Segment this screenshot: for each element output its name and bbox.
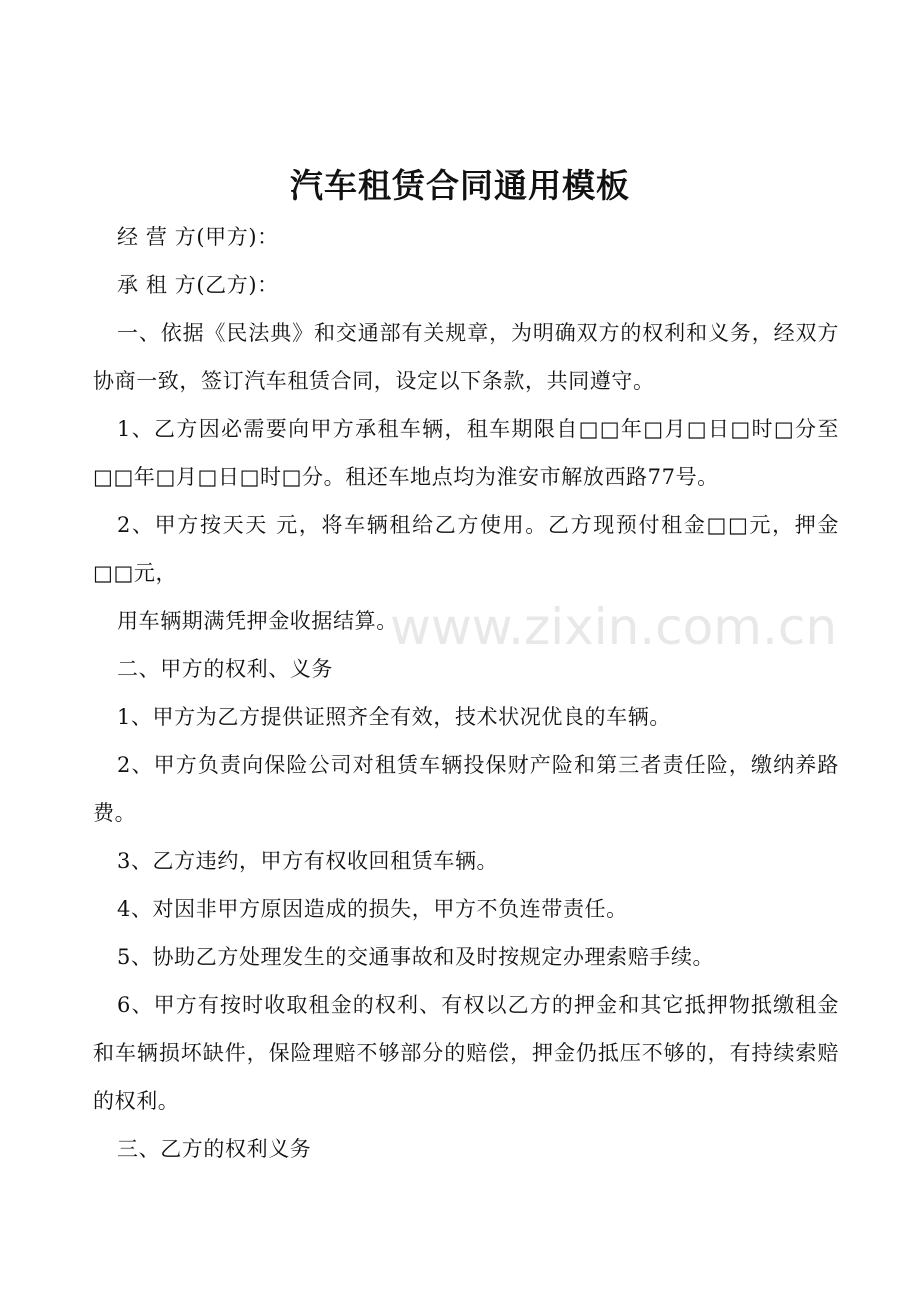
- party-a-item-3: 3、乙方违约，甲方有权收回租赁车辆。: [117, 849, 499, 873]
- clause-2-rent-deposit: 2、甲方按天天 元，将车辆租给乙方使用。乙方现预付租金□□元，押金□□元，: [93, 513, 839, 585]
- document-title: 汽车租赁合同通用模板: [290, 166, 630, 205]
- section-heading-party-a: 二、甲方的权利、义务: [117, 657, 333, 681]
- party-a-item-4: 4、对因非甲方原因造成的损失，甲方不负连带责任。: [117, 897, 628, 921]
- party-a-item-6: 6、甲方有按时收取租金的权利、有权以乙方的押金和其它抵押物抵缴租金和车辆损坏缺件，保险理赔不够部分的赔偿，押金仍抵压不够的，有持续索赔的权利。: [93, 993, 839, 1113]
- clause-2-settlement: 用车辆期满凭押金收据结算。: [117, 609, 398, 633]
- document-body: [93, 213, 839, 1173]
- party-a-line: 经 营 方(甲方)：: [117, 225, 279, 249]
- watermark: www.zixin.com.cn: [390, 598, 838, 656]
- party-a-item-2: 2、甲方负责向保险公司对租赁车辆投保财产险和第三者责任险，缴纳养路费。: [93, 753, 839, 825]
- party-a-item-5: 5、协助乙方处理发生的交通事故和及时按规定办理索赔手续。: [117, 945, 715, 969]
- clause-1-rental-period: 1、乙方因必需要向甲方承租车辆，租车期限自□□年□月□日□时□分至□□年□月□日□时□分。租还车地点均为淮安市解放西路77号。: [93, 417, 839, 489]
- clause-intro: 一、依据《民法典》和交通部有关规章，为明确双方的权利和义务，经双方协商一致，签订汽车租赁合同，设定以下条款，共同遵守。: [93, 321, 839, 393]
- party-b-line: 承 租 方(乙方)：: [117, 273, 279, 297]
- party-a-item-1: 1、甲方为乙方提供证照齐全有效，技术状况优良的车辆。: [117, 705, 671, 729]
- section-heading-party-b: 三、乙方的权利义务: [117, 1137, 312, 1161]
